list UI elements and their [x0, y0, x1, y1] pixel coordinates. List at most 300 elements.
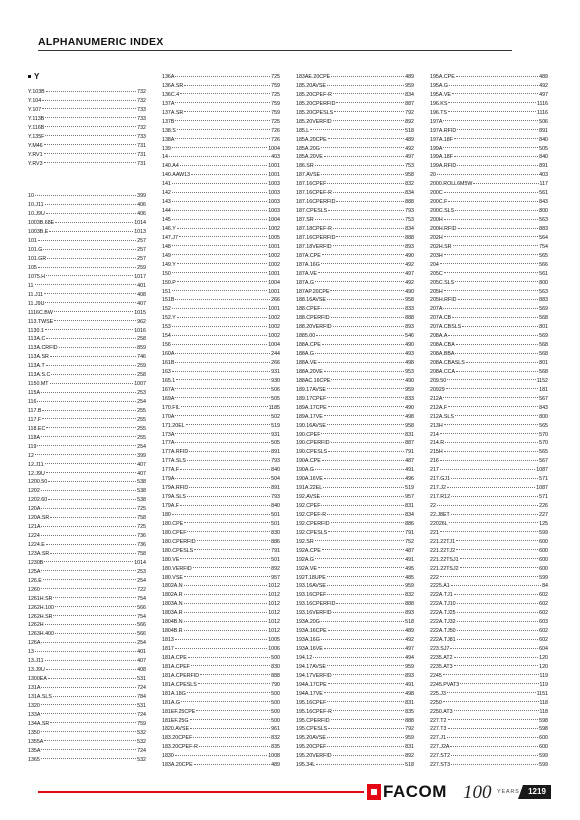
page-reference: 505 [539, 145, 548, 152]
page-reference: 801 [539, 360, 548, 366]
page-reference: 532 [137, 738, 146, 745]
reference-code: 225.J3 [430, 690, 446, 697]
reference-code: 154 [162, 333, 171, 340]
page-reference: 599 [539, 529, 548, 536]
index-entry [296, 314, 414, 323]
reference-code: 180.VSE [162, 574, 183, 581]
page-reference: 893 [405, 672, 414, 679]
dot-leader [315, 540, 404, 541]
page-reference: 563 [539, 217, 548, 223]
reference-code: 199A.18F [430, 154, 453, 161]
index-entry [28, 514, 146, 523]
reference-code: 208A.CBA [430, 342, 455, 349]
page-reference: 518 [405, 619, 414, 626]
reference-code: 227.J1 [430, 735, 446, 742]
index-entry [28, 657, 146, 666]
dot-leader [172, 254, 267, 255]
dot-leader [448, 111, 536, 112]
index-entry [296, 618, 414, 627]
reference-code: 195.CPESLS [296, 726, 328, 733]
dot-leader [444, 272, 538, 273]
index-entry [430, 118, 548, 127]
dot-leader [327, 585, 404, 586]
reference-code: 161B [162, 360, 175, 366]
reference-code: 170A [162, 413, 175, 420]
index-entry [430, 127, 548, 136]
index-entry [162, 377, 280, 386]
index-entry [296, 466, 414, 475]
index-entry [28, 756, 146, 765]
reference-code: 217.R12 [430, 494, 451, 501]
reference-code: 1350 [28, 729, 40, 736]
index-entry [162, 395, 280, 404]
reference-code: 187A.16G [296, 261, 320, 268]
dot-leader [200, 674, 270, 675]
page-reference: 602 [539, 637, 548, 644]
dot-leader [175, 388, 270, 389]
reference-code: 192.CPERFID [296, 520, 330, 527]
page-reference: 604 [539, 646, 548, 652]
dot-leader [49, 231, 133, 232]
page-reference: 831 [405, 699, 414, 706]
index-entry [430, 395, 548, 404]
page-reference: 891 [539, 127, 548, 134]
dot-leader [443, 397, 538, 398]
page-reference: 494 [405, 654, 414, 661]
reference-code: 143 [162, 199, 171, 206]
page-reference: 843 [539, 404, 548, 411]
dot-leader [315, 558, 404, 559]
index-entry [296, 600, 414, 609]
reference-code: 131A.SLS [28, 693, 52, 700]
dot-leader [462, 326, 538, 327]
reference-code: 131A [28, 685, 41, 691]
page-reference: 119 [539, 672, 548, 679]
page-reference: 399 [137, 193, 146, 200]
dot-leader [321, 496, 404, 497]
page-reference: 834 [405, 190, 414, 197]
index-entry [162, 708, 280, 717]
index-entry [430, 574, 548, 583]
index-entry [162, 690, 280, 699]
index-entry [28, 398, 146, 407]
reference-code: 212A.SLS [430, 413, 454, 420]
index-entry [28, 559, 146, 568]
index-entry [430, 296, 548, 305]
index-entry [430, 475, 548, 484]
dot-leader [328, 406, 405, 407]
dot-leader [184, 621, 268, 622]
dot-leader [448, 406, 538, 407]
dot-leader [333, 120, 405, 121]
page-reference: 598 [539, 717, 548, 724]
reference-code: 195.20VERFID [296, 753, 332, 760]
page-reference: 1001 [268, 243, 280, 250]
page-reference: 959 [405, 663, 414, 670]
index-entry [430, 243, 548, 252]
dot-leader [322, 344, 404, 345]
index-entry [28, 523, 146, 532]
page-reference: 752 [405, 538, 414, 545]
index-entry [430, 600, 548, 609]
page-reference: 119 [539, 681, 548, 688]
page-reference: 892 [405, 118, 414, 125]
reference-code: 115A [28, 390, 40, 397]
reference-code: 185.20VERFID [296, 118, 332, 125]
page-reference: 1002 [268, 315, 280, 322]
reference-code: 10 [28, 193, 34, 200]
reference-code: 187.16CPERFID [296, 199, 336, 206]
dot-leader [44, 561, 133, 562]
dot-leader [450, 746, 538, 747]
reference-code: 1230B [28, 559, 44, 566]
dot-leader [41, 535, 136, 536]
reference-code: 101.GR [28, 256, 47, 262]
dot-leader [45, 329, 133, 330]
index-entry [430, 368, 548, 377]
reference-code: 118.EC [28, 425, 46, 432]
reference-code: 222A.TJ10 [430, 601, 456, 608]
index-entry [162, 180, 280, 189]
page-reference: 1003 [268, 199, 280, 206]
reference-code: 147.J7 [162, 234, 178, 241]
reference-code: Y.M46 [28, 142, 43, 149]
dot-leader [175, 397, 270, 398]
index-entry [430, 529, 548, 538]
page-reference: 1003 [268, 190, 280, 197]
index-entry [430, 699, 548, 708]
dot-leader [330, 290, 404, 291]
page-reference: 253 [137, 390, 146, 397]
page-reference: 962 [137, 318, 146, 325]
reference-code: 153 [162, 324, 171, 331]
page-reference: 893 [405, 610, 414, 617]
index-entry [162, 636, 280, 645]
reference-code: 1262H [28, 622, 44, 629]
index-entry [296, 725, 414, 734]
dot-leader [315, 219, 404, 220]
reference-code: 185.L [296, 127, 310, 134]
dot-leader [41, 731, 136, 732]
dot-leader [328, 451, 404, 452]
page-reference: 1013 [134, 229, 146, 236]
index-entry [296, 153, 414, 162]
dot-leader [440, 263, 538, 264]
index-entry [28, 273, 146, 282]
page-reference: 736 [137, 542, 146, 548]
reference-code: 222A.TJ81 [430, 637, 456, 644]
page-reference: 255 [137, 407, 146, 414]
dot-leader [324, 156, 404, 157]
dot-leader [43, 579, 136, 580]
page-reference: 255 [137, 434, 146, 441]
page-reference: 564 [539, 234, 548, 241]
dot-leader [50, 517, 136, 518]
reference-code: 217 [430, 467, 439, 474]
index-entry [296, 609, 414, 618]
index-entry [430, 341, 548, 350]
dot-leader [46, 91, 136, 92]
dot-leader [44, 153, 137, 154]
dot-leader [175, 415, 270, 416]
page-reference: 599 [539, 574, 548, 581]
reference-code: 188.20VERFID [296, 324, 332, 331]
index-entry [296, 386, 414, 395]
index-entry [430, 690, 548, 699]
dot-leader [55, 606, 136, 607]
dot-leader [180, 165, 267, 166]
dot-leader [327, 85, 404, 86]
dot-leader [327, 665, 404, 666]
index-entry [296, 627, 414, 636]
reference-code: 190.CPERFID [296, 440, 330, 447]
index-entry [296, 270, 414, 279]
dot-leader [188, 657, 270, 658]
page-reference: 599 [539, 753, 548, 760]
reference-code: 185A.20G [296, 145, 320, 152]
dot-leader [184, 522, 270, 523]
dot-leader [449, 522, 538, 523]
dot-leader [456, 540, 538, 541]
dot-leader [50, 356, 136, 357]
index-entry [296, 752, 414, 761]
reference-code: 191A.22EL [296, 485, 323, 492]
dot-leader [172, 183, 267, 184]
page-reference: 887 [405, 100, 414, 107]
dot-leader [172, 335, 267, 336]
page-reference: 599 [539, 762, 548, 769]
index-entry [162, 386, 280, 395]
page-reference: 801 [539, 324, 548, 331]
index-entry [162, 359, 280, 368]
reference-code: 194.17VERFID [296, 672, 332, 679]
page-reference: 931 [271, 431, 280, 438]
dot-leader [172, 210, 267, 211]
index-entry [296, 565, 414, 574]
page-reference: 833 [405, 306, 414, 313]
index-entry [296, 279, 414, 288]
dot-leader [175, 648, 267, 649]
index-entry [162, 457, 280, 466]
index-entry [296, 377, 414, 386]
dot-leader [457, 612, 539, 613]
dot-leader [37, 401, 136, 402]
page-reference: 258 [137, 372, 146, 379]
page-reference: 1014 [134, 220, 146, 227]
reference-code: 177A.RFID [162, 449, 189, 456]
page-reference: 257 [137, 256, 146, 262]
dot-leader [447, 487, 535, 488]
index-entry [28, 380, 146, 389]
page-reference: 892 [271, 565, 280, 572]
index-entry [162, 234, 280, 243]
index-entry [430, 520, 548, 529]
reference-code: 118A [28, 434, 40, 441]
index-entry [162, 127, 280, 136]
index-entry [162, 314, 280, 323]
dot-leader [440, 531, 538, 532]
reference-code: 11.J9U [28, 300, 45, 307]
dot-leader [177, 317, 267, 318]
page-reference: 546 [405, 333, 414, 340]
dot-leader [458, 228, 539, 229]
index-column-2 [162, 73, 280, 770]
reference-code: 190A.CPE [296, 458, 321, 465]
reference-code: 140.A4 [162, 163, 179, 170]
page-reference: 732 [137, 89, 146, 95]
dot-leader [452, 93, 538, 94]
index-entry [162, 502, 280, 511]
reference-code: 204 [430, 261, 439, 268]
dot-leader [444, 451, 538, 452]
dot-leader [42, 410, 136, 411]
dot-leader [321, 639, 404, 640]
page-reference: 401 [137, 649, 146, 656]
reference-code: 117.F [28, 416, 42, 423]
index-entry [296, 511, 414, 520]
dot-leader [193, 567, 270, 568]
index-entry [296, 109, 414, 118]
dot-leader [473, 183, 538, 184]
page-reference: 571 [539, 494, 548, 501]
section-heading [28, 70, 146, 84]
page-reference: 489 [405, 74, 414, 80]
dot-leader [35, 651, 136, 652]
index-entry [296, 475, 414, 484]
index-entry [162, 136, 280, 145]
index-group-numeric [28, 192, 146, 764]
page-reference: 725 [137, 506, 146, 513]
reference-code: 190.CPESLS [296, 449, 328, 456]
page-reference: 732 [137, 97, 146, 104]
reference-code: Y.107 [28, 106, 42, 113]
reference-code: 190.16AVSE [296, 422, 326, 429]
index-entry [430, 466, 548, 475]
dot-leader [322, 254, 404, 255]
reference-code: 185.20CPESLS [296, 109, 334, 116]
reference-code: 183AE.20CPE [296, 74, 331, 80]
index-entry [162, 216, 280, 225]
index-entry [28, 255, 146, 264]
reference-code: 195A.VE [430, 91, 451, 98]
page-reference: 407 [137, 300, 146, 307]
page-title: ALPHANUMERIC INDEX [38, 36, 164, 48]
index-entry [28, 97, 146, 106]
index-entry [162, 556, 280, 565]
page-reference: 518 [405, 127, 414, 134]
reference-code: 207A [430, 306, 443, 313]
reference-code: 170.FIL [162, 404, 180, 411]
page-reference: 181 [539, 386, 548, 393]
page-reference: 843 [539, 199, 548, 206]
page-reference: 892 [405, 753, 414, 760]
reference-code: 10.J11 [28, 202, 44, 209]
dot-leader [328, 683, 405, 684]
index-entry [296, 439, 414, 448]
reference-code: 188A.CPE [296, 342, 321, 349]
dot-leader [41, 508, 136, 509]
page-reference: 403 [539, 172, 548, 179]
reference-code: 123A.SR [28, 550, 50, 557]
reference-code: 180 [162, 511, 171, 518]
reference-code: 185.20CPEF-R [296, 91, 332, 98]
dot-leader [447, 379, 535, 380]
reference-code: 117.B [28, 407, 42, 414]
index-entry [296, 100, 414, 109]
reference-code: 181EF.25CPE [162, 708, 196, 715]
dot-leader [46, 275, 133, 276]
reference-code: 180.CPEF [162, 529, 187, 536]
index-entry [296, 708, 414, 717]
reference-code: 133A [28, 711, 41, 718]
reference-code: 1803A.N [162, 601, 183, 608]
page-reference: 888 [405, 315, 414, 322]
page-reference: 566 [539, 261, 548, 268]
index-entry [430, 609, 548, 618]
index-entry [28, 407, 146, 416]
index-entry [28, 496, 146, 505]
dot-leader [321, 505, 404, 506]
index-entry [430, 734, 548, 743]
page-reference: 790 [271, 681, 280, 688]
page-reference: 567 [539, 395, 548, 402]
reference-code: 200C.F [430, 199, 448, 206]
page-reference: 500 [271, 690, 280, 697]
reference-code: 1355A [28, 738, 44, 745]
dot-leader [324, 415, 404, 416]
index-entry [430, 511, 548, 520]
index-entry [162, 171, 280, 180]
dot-leader [324, 478, 404, 479]
dot-leader [44, 144, 137, 145]
index-entry [28, 666, 146, 675]
reference-code: 1804B.N [162, 619, 183, 626]
page-reference: 498 [405, 413, 414, 420]
page-reference: 485 [405, 574, 414, 581]
dot-leader [443, 120, 538, 121]
page-reference: 489 [271, 762, 280, 769]
dot-leader [41, 749, 136, 750]
page-reference: 563 [539, 288, 548, 295]
page-reference: 859 [137, 345, 146, 352]
dot-leader [48, 499, 136, 500]
reference-code: 1802A.R [162, 592, 183, 599]
dot-leader [437, 505, 538, 506]
dot-leader [327, 424, 404, 425]
index-entry [28, 702, 146, 711]
reference-code: 200C [430, 190, 443, 197]
index-entry [162, 145, 280, 154]
dot-leader [184, 85, 270, 86]
index-entry [162, 627, 280, 636]
reference-code: 193A.20G [296, 619, 320, 626]
dot-leader [328, 210, 404, 211]
index-entry [162, 431, 280, 440]
dot-leader [448, 201, 538, 202]
reference-code: 209.50 [430, 377, 447, 384]
index-entry [162, 681, 280, 690]
reference-code: Y.113B [28, 115, 45, 122]
dot-leader [184, 612, 268, 613]
reference-code: 183A.20CPE [162, 762, 193, 769]
page-reference: 731 [137, 160, 146, 167]
index-entry [162, 207, 280, 216]
dot-leader [451, 478, 538, 479]
dot-leader [41, 687, 136, 688]
reference-code: Y.135F [28, 133, 45, 140]
index-entry [28, 586, 146, 595]
reference-code: Y.104 [28, 97, 42, 104]
